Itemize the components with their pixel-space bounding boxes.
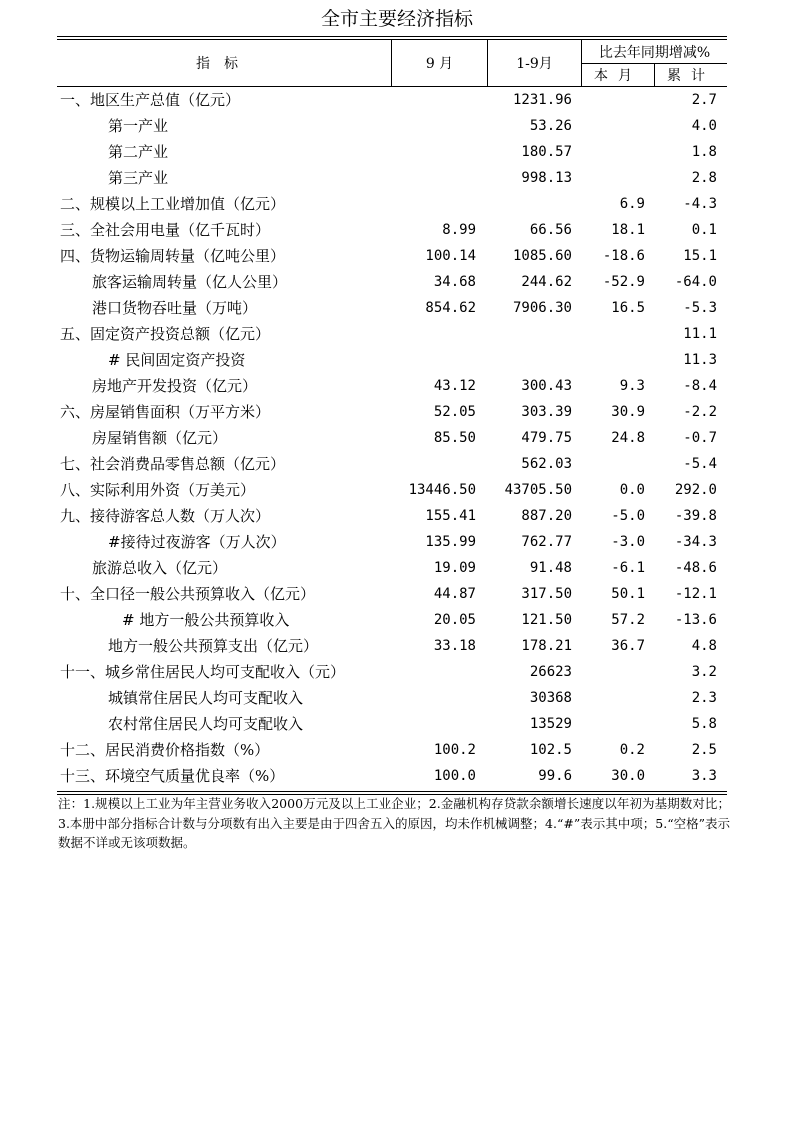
change-month: 36.7 [611, 638, 645, 654]
table-row [57, 555, 727, 581]
table-row [57, 191, 727, 217]
change-month: -6.1 [611, 560, 645, 576]
value-ytd: 887.20 [521, 508, 572, 524]
table-row [57, 217, 727, 243]
change-cumulative: 0.1 [691, 222, 717, 238]
table-row [57, 763, 727, 789]
change-cumulative: 4.8 [691, 638, 717, 654]
value-ytd: 66.56 [529, 222, 572, 238]
value-ytd: 303.39 [521, 404, 572, 420]
table-row [57, 581, 727, 607]
value-month: 100.0 [433, 768, 476, 784]
value-month: 155.41 [425, 508, 476, 524]
value-month: 20.05 [433, 612, 476, 628]
row-label: 九、接待游客总人数（万人次） [60, 507, 271, 525]
row-label: 房地产开发投资（亿元） [92, 377, 258, 395]
value-ytd: 244.62 [521, 274, 572, 290]
header-cumulative: 累计 [667, 68, 715, 84]
change-month: 57.2 [611, 612, 645, 628]
row-label: 七、社会消费品零售总额（亿元） [60, 455, 286, 473]
change-month: 24.8 [611, 430, 645, 446]
row-label: 港口货物吞吐量（万吨） [92, 299, 258, 317]
change-cumulative: -8.4 [683, 378, 717, 394]
value-ytd: 180.57 [521, 144, 572, 160]
table-row [57, 737, 727, 763]
indicators-table [57, 36, 727, 795]
change-month: 18.1 [611, 222, 645, 238]
row-label: 十、全口径一般公共预算收入（亿元） [60, 585, 316, 603]
row-label: 第二产业 [108, 143, 169, 161]
header-ytd: 1-9月 [488, 40, 582, 86]
row-label: 第一产业 [108, 117, 169, 135]
change-month: -18.6 [602, 248, 645, 264]
change-cumulative: 15.1 [683, 248, 717, 264]
row-label: 第三产业 [108, 169, 169, 187]
change-cumulative: 2.5 [691, 742, 717, 758]
change-cumulative: -5.4 [683, 456, 717, 472]
row-label: 房屋销售额（亿元） [92, 429, 228, 447]
change-cumulative: -34.3 [674, 534, 717, 550]
value-ytd: 43705.50 [504, 482, 572, 498]
row-label: #接待过夜游客（万人次） [108, 533, 286, 551]
change-cumulative: -39.8 [674, 508, 717, 524]
change-month: -5.0 [611, 508, 645, 524]
value-ytd: 178.21 [521, 638, 572, 654]
value-ytd: 26623 [529, 664, 572, 680]
change-cumulative: -2.2 [683, 404, 717, 420]
table-body [57, 87, 727, 789]
table-row [57, 321, 727, 347]
value-ytd: 91.48 [529, 560, 572, 576]
row-label: 十二、居民消费价格指数（%） [60, 741, 270, 759]
value-ytd: 479.75 [521, 430, 572, 446]
table-row [57, 113, 727, 139]
value-ytd: 7906.30 [512, 300, 572, 316]
header-compare: 比去年同期增减% [582, 40, 727, 64]
change-month: 6.9 [619, 196, 645, 212]
value-month: 8.99 [442, 222, 476, 238]
value-month: 43.12 [433, 378, 476, 394]
value-month: 854.62 [425, 300, 476, 316]
row-label: 地方一般公共预算支出（亿元） [108, 637, 319, 655]
header-month: 9 月 [392, 40, 488, 86]
value-month: 33.18 [433, 638, 476, 654]
table-row [57, 503, 727, 529]
change-cumulative: -0.7 [683, 430, 717, 446]
value-month: 44.87 [433, 586, 476, 602]
value-ytd: 102.5 [529, 742, 572, 758]
value-ytd: 53.26 [529, 118, 572, 134]
value-ytd: 99.6 [538, 768, 572, 784]
value-month: 100.14 [425, 248, 476, 264]
row-label: 十三、环境空气质量优良率（%） [60, 767, 285, 785]
change-cumulative: 3.2 [691, 664, 717, 680]
change-month: 50.1 [611, 586, 645, 602]
change-month: 0.2 [619, 742, 645, 758]
change-cumulative: 292.0 [674, 482, 717, 498]
change-cumulative: -48.6 [674, 560, 717, 576]
table-row [57, 165, 727, 191]
change-cumulative: 11.3 [683, 352, 717, 368]
change-cumulative: -64.0 [674, 274, 717, 290]
change-cumulative: -13.6 [674, 612, 717, 628]
change-month: 0.0 [619, 482, 645, 498]
row-label: 城镇常住居民人均可支配收入 [108, 689, 304, 707]
change-month: 30.0 [611, 768, 645, 784]
value-ytd: 300.43 [521, 378, 572, 394]
row-label: 农村常住居民人均可支配收入 [108, 715, 304, 733]
row-label: 旅游总收入（亿元） [92, 559, 228, 577]
row-label: 六、房屋销售面积（万平方米） [60, 403, 271, 421]
table-row [57, 373, 727, 399]
change-cumulative: 2.7 [691, 92, 717, 108]
change-cumulative: -4.3 [683, 196, 717, 212]
change-month: -3.0 [611, 534, 645, 550]
header-this-month: 本月 [582, 64, 655, 86]
row-label: 五、固定资产投资总额（亿元） [60, 325, 271, 343]
table-row [57, 659, 727, 685]
footnotes: 注：1.规模以上工业为年主营业务收入2000万元及以上工业企业；2.金融机构存贷款余额增长速度以年初为基期数对比；3.本册中部分指标合计数与分项数有出入主要是由于四舍五入的原因，均未作机械调整；4.“#”表示其中项；5.“空格”表示数据不详或无该项数据。 [58, 796, 730, 850]
value-month: 135.99 [425, 534, 476, 550]
row-label: 一、地区生产总值（亿元） [60, 91, 241, 109]
table-row [57, 425, 727, 451]
row-label: 八、实际利用外资（万美元） [60, 481, 256, 499]
change-cumulative: 3.3 [691, 768, 717, 784]
table-row [57, 347, 727, 373]
table-row [57, 607, 727, 633]
table-row [57, 451, 727, 477]
change-month: 30.9 [611, 404, 645, 420]
table-row [57, 633, 727, 659]
value-month: 34.68 [433, 274, 476, 290]
value-ytd: 121.50 [521, 612, 572, 628]
row-label: # 地方一般公共预算收入 [122, 611, 290, 629]
change-month: -52.9 [602, 274, 645, 290]
row-label: 旅客运输周转量（亿人公里） [92, 273, 288, 291]
value-ytd: 1085.60 [512, 248, 572, 264]
table-row [57, 399, 727, 425]
value-month: 85.50 [433, 430, 476, 446]
row-label: 十一、城乡常住居民人均可支配收入（元） [60, 663, 346, 681]
value-ytd: 762.77 [521, 534, 572, 550]
value-month: 52.05 [433, 404, 476, 420]
row-label: 二、规模以上工业增加值（亿元） [60, 195, 286, 213]
value-month: 100.2 [433, 742, 476, 758]
change-cumulative: 1.8 [691, 144, 717, 160]
table-row [57, 711, 727, 737]
table-row [57, 295, 727, 321]
change-cumulative: 11.1 [683, 326, 717, 342]
table-row [57, 477, 727, 503]
row-label: 三、全社会用电量（亿千瓦时） [60, 221, 271, 239]
change-cumulative: 4.0 [691, 118, 717, 134]
change-cumulative: 2.8 [691, 170, 717, 186]
table-header [57, 40, 727, 87]
value-ytd: 13529 [529, 716, 572, 732]
value-ytd: 30368 [529, 690, 572, 706]
value-month: 13446.50 [408, 482, 476, 498]
row-label: 四、货物运输周转量（亿吨公里） [60, 247, 286, 265]
row-label: # 民间固定资产投资 [108, 351, 246, 369]
table-row [57, 139, 727, 165]
header-indicator: 指标 [57, 40, 392, 86]
change-cumulative: -5.3 [683, 300, 717, 316]
table-row [57, 529, 727, 555]
value-ytd: 562.03 [521, 456, 572, 472]
value-ytd: 998.13 [521, 170, 572, 186]
value-ytd: 1231.96 [512, 92, 572, 108]
table-row [57, 269, 727, 295]
table-row [57, 243, 727, 269]
page-title: 全市主要经济指标 [320, 8, 473, 30]
table-row [57, 87, 727, 113]
change-cumulative: 5.8 [691, 716, 717, 732]
table-row [57, 685, 727, 711]
value-ytd: 317.50 [521, 586, 572, 602]
change-month: 9.3 [619, 378, 645, 394]
change-cumulative: -12.1 [674, 586, 717, 602]
change-cumulative: 2.3 [691, 690, 717, 706]
value-month: 19.09 [433, 560, 476, 576]
change-month: 16.5 [611, 300, 645, 316]
